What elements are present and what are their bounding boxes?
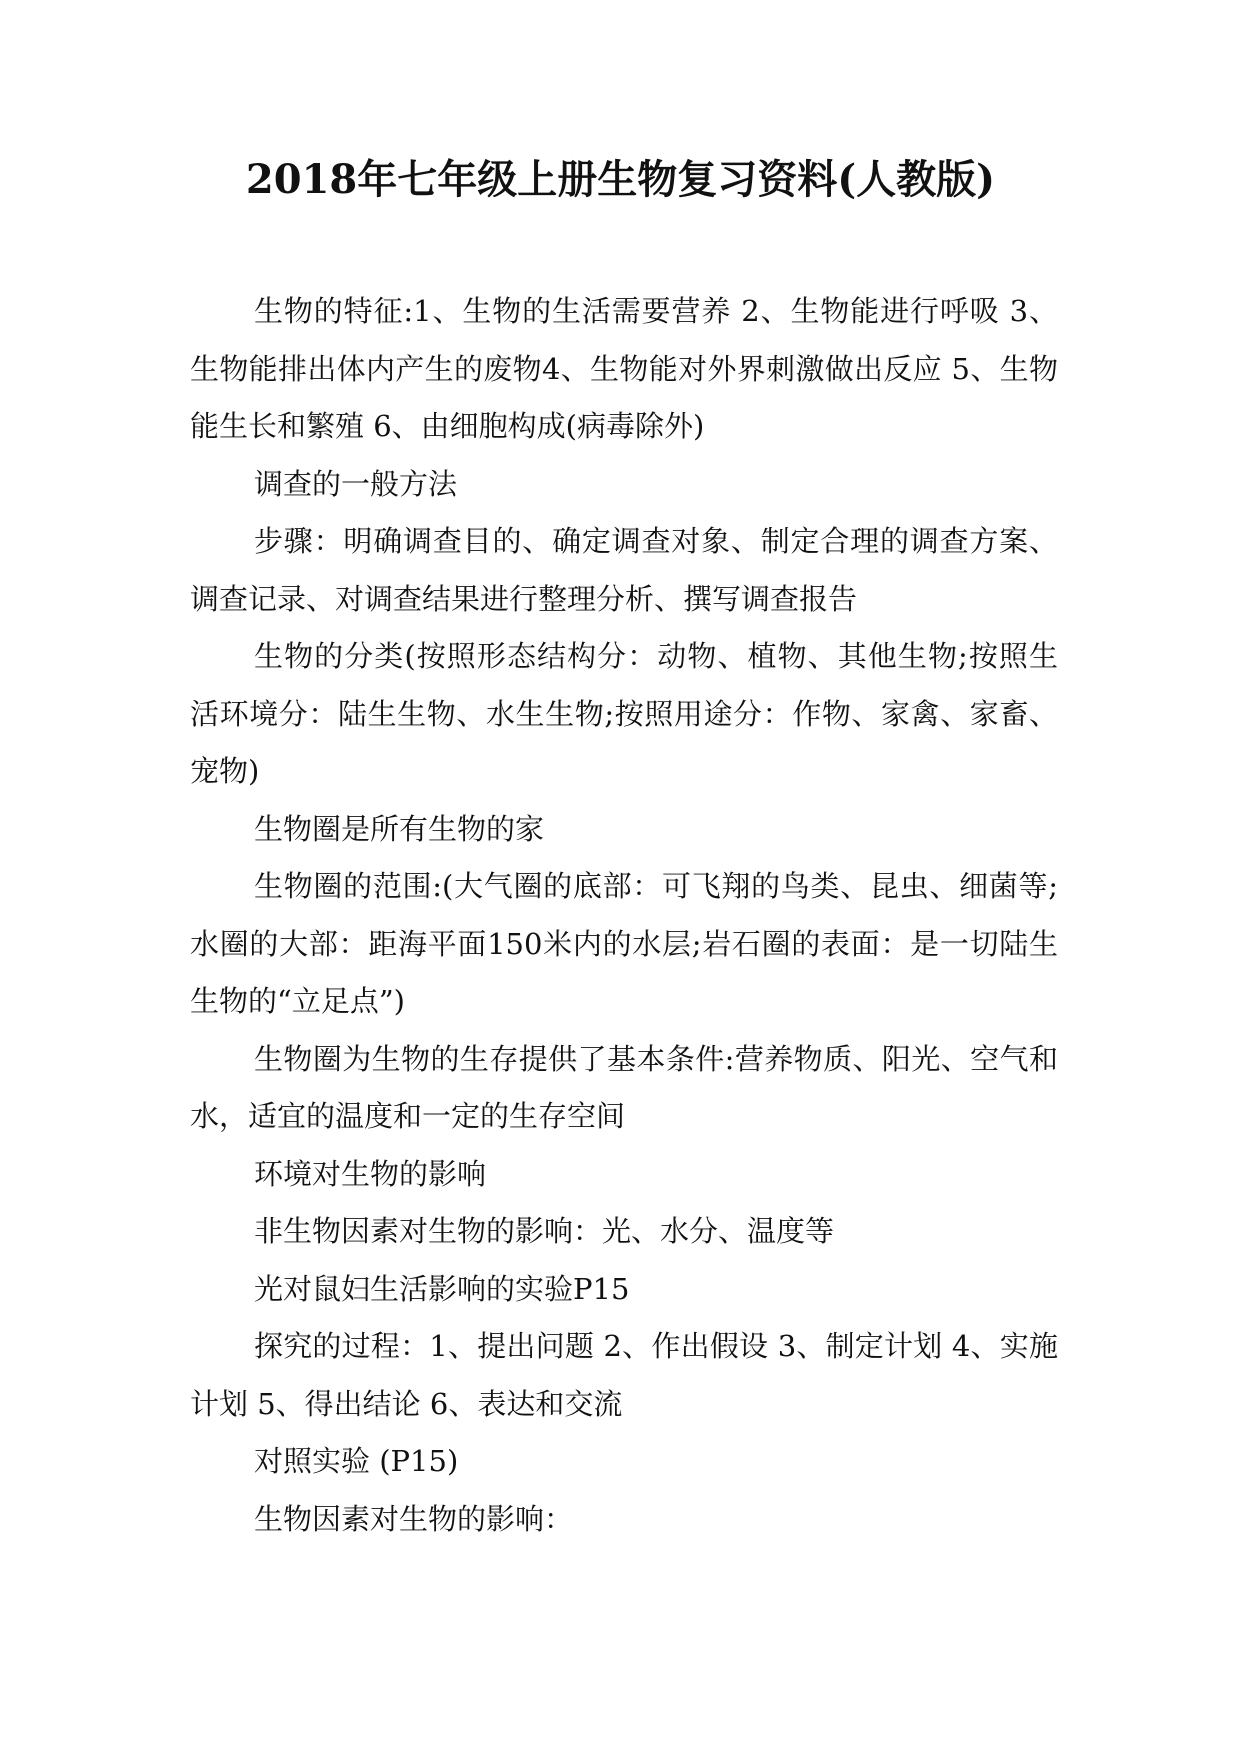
paragraph-biosphere-home: 生物圈是所有生物的家 — [254, 811, 545, 846]
paragraph-biotic-factors: 生物因素对生物的影响： — [254, 1501, 574, 1536]
paragraph-controlled-experiment: 对照实验 (P15) — [254, 1444, 459, 1478]
paragraph-classification: 生物的分类(按照形态结构分：动物、植物、其他生物;按照生活环境分：陆生生物、水生生物;按照用途分：作物、家禽、家畜、宠物) — [190, 639, 1058, 788]
paragraph-survey-steps: 步骤：明确调查目的、确定调查对象、制定合理的调查方案、调查记录、对调查结果进行整理分析、撰写调查报告 — [190, 524, 1058, 616]
paragraph-biosphere-range: 生物圈的范围:(大气圈的底部：可飞翔的鸟类、昆虫、细菌等;水圈的大部：距海平面150米内的水层;岩石圈的表面：是一切陆生生物的“立足点”) — [190, 869, 1058, 1018]
paragraph-biological-characteristics: 生物的特征:1、生物的生活需要营养 2、生物能进行呼吸 3、生物能排出体内产生的废物4、生物能对外界刺激做出反应 5、生物能生长和繁殖 6、由细胞构成(病毒除外) — [190, 294, 1058, 443]
paragraph-woodlouse-experiment: 光对鼠妇生活影响的实验P15 — [254, 1271, 630, 1306]
paragraph-survey-methods-heading: 调查的一般方法 — [254, 466, 458, 501]
paragraph-environment-influence: 环境对生物的影响 — [254, 1156, 487, 1191]
document-body — [190, 283, 1058, 1548]
paragraph-abiotic-factors: 非生物因素对生物的影响：光、水分、温度等 — [254, 1214, 835, 1248]
paragraph-inquiry-process: 探究的过程：1、提出问题 2、作出假设 3、制定计划 4、实施计划 5、得出结论 6、表达和交流 — [190, 1329, 1058, 1421]
document-title: 2018年七年级上册生物复习资料(人教版) — [245, 156, 996, 203]
paragraph-basic-conditions: 生物圈为生物的生存提供了基本条件:营养物质、阳光、空气和水，适宜的温度和一定的生存空间 — [190, 1041, 1058, 1133]
